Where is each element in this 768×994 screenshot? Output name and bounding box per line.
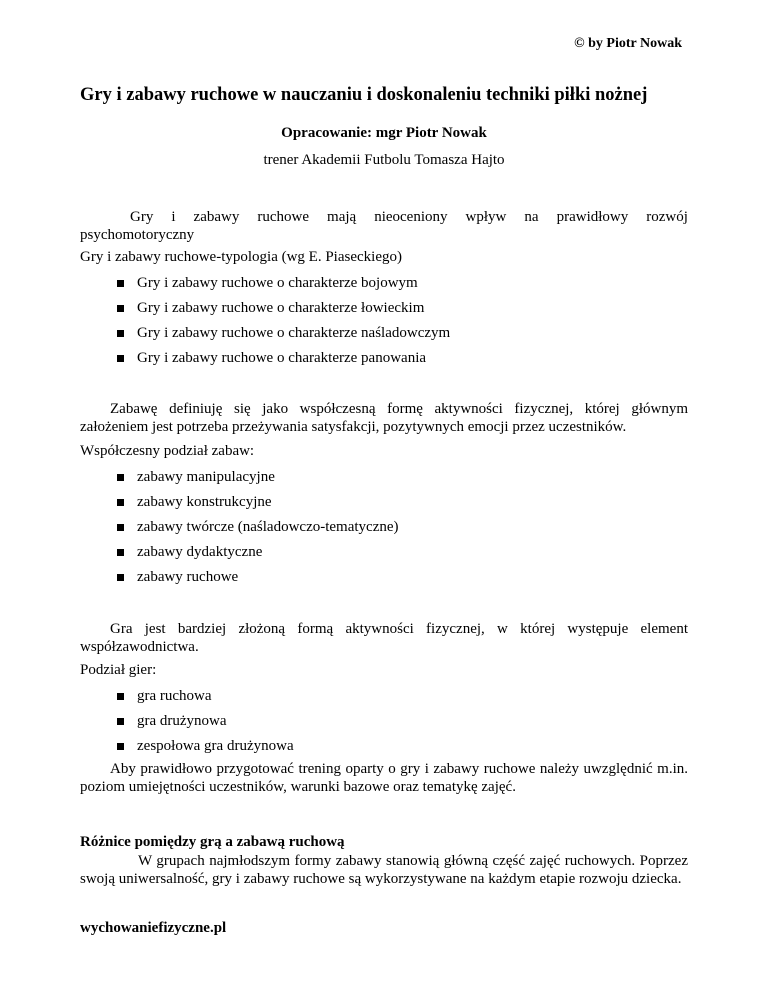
bullet-icon: [117, 718, 124, 725]
intro-word: wpływ: [465, 209, 507, 225]
bullet-icon: [117, 743, 124, 750]
bullet-icon: [117, 524, 124, 531]
intro-word: i: [171, 209, 176, 225]
intro-word: nieoceniony: [374, 209, 448, 225]
game-division-label: Podział gier:: [80, 662, 157, 678]
intro-line-2: psychomotoryczny: [80, 227, 195, 243]
affiliation-line: trener Akademii Futbolu Tomasza Hajto: [263, 152, 505, 168]
intro-word: prawidłowy: [556, 209, 629, 225]
typology-label: Gry i zabawy ruchowe-typologia (wg E. Piaseckiego): [80, 249, 402, 265]
bullet-icon: [117, 305, 124, 312]
play-division-label: Współczesny podział zabaw:: [80, 443, 255, 459]
document-title: Gry i zabawy ruchowe w nauczaniu i doskonaleniu techniki piłki nożnej: [80, 85, 648, 105]
author-line: Opracowanie: mgr Piotr Nowak: [281, 125, 487, 141]
intro-line-1: [80, 208, 688, 226]
differences-paragraph: W grupach najmłodszym formy zabawy stanowią główną część zajęć ruchowych. Poprzez swoją uniwersalność, gry i zabawy ruchowe są wykorzystywane na każdym etapie rozwoju dziecka.: [80, 853, 688, 887]
play-definition-paragraph: Zabawę definiuję się jako współczesną formę aktywności fizycznej, której głównym założeniem jest potrzeba przeżywania satysfakcji, pozytywnych emocji przez uczestników.: [80, 401, 688, 435]
bullet-icon: [117, 355, 124, 362]
footer-site: wychowaniefizyczne.pl: [80, 920, 227, 936]
game-definition-paragraph: Gra jest bardziej złożoną formą aktywności fizycznej, w której występuje element współzawodnictwa.: [80, 621, 688, 655]
bullet-icon: [117, 693, 124, 700]
copyright-notice: © by Piotr Nowak: [574, 36, 682, 51]
intro-word: Gry: [130, 209, 154, 225]
intro-word: na: [524, 209, 539, 225]
bullet-icon: [117, 330, 124, 337]
bullet-icon: [117, 280, 124, 287]
bullet-icon: [117, 549, 124, 556]
intro-word: mają: [327, 209, 357, 225]
differences-heading: Różnice pomiędzy grą a zabawą ruchową: [80, 834, 345, 850]
intro-paragraph: [80, 208, 688, 244]
bullet-icon: [117, 499, 124, 506]
intro-word: zabawy: [193, 209, 240, 225]
intro-word: rozwój: [646, 209, 688, 225]
bullet-icon: [117, 574, 124, 581]
training-note-paragraph: Aby prawidłowo przygotować trening oparty o gry i zabawy ruchowe należy uwzględnić m.in. poziom umiejętności uczestników, warunki bazowe oraz tematykę zajęć.: [80, 761, 688, 795]
intro-word: ruchowe: [257, 209, 310, 225]
bullet-icon: [117, 474, 124, 481]
